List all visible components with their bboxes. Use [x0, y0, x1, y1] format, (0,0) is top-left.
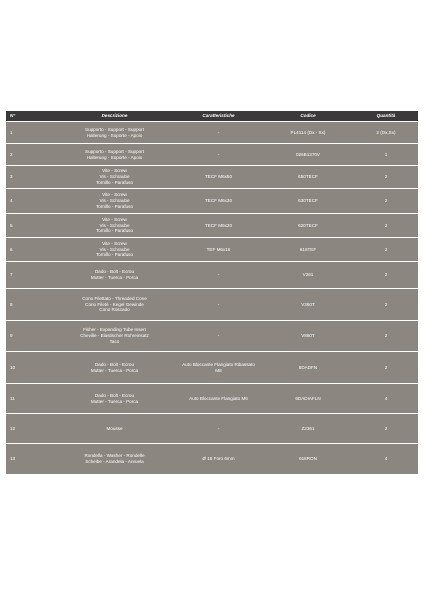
row-characteristics: Auto Bloccante Flangiato M6 — [189, 395, 248, 401]
table-row — [6, 166, 418, 189]
description-line: Vis - Schraube — [99, 246, 130, 252]
description-line: Cheville - Elastischer Rohreinsatz — [80, 333, 149, 339]
row-description — [54, 453, 175, 464]
row-number: 10 — [10, 364, 16, 370]
row-quantity: 4 — [384, 456, 388, 462]
row-number: 5 — [10, 222, 13, 228]
table-body — [6, 122, 418, 475]
row-code: Z2361 — [301, 425, 315, 431]
description-line: Cono Filettato - Threaded Cone — [82, 295, 147, 301]
row-number: 8 — [10, 301, 13, 307]
row-quantity: 2 — [384, 425, 388, 431]
description-line: Vis - Schraube — [99, 174, 130, 180]
row-number: 7 — [10, 272, 13, 278]
description-line: Halterung - Soporte - Apoio — [86, 132, 143, 138]
header-code: Codice — [300, 113, 316, 119]
row-code: 616TEF — [299, 246, 317, 252]
table-row — [6, 189, 418, 214]
row-code: V261 — [302, 272, 314, 278]
description-line: Halterung - Soporte - Apoio — [86, 154, 143, 160]
description-line: Cono Roscado — [99, 307, 130, 313]
header-quantity: Quantità — [376, 113, 396, 119]
row-characteristics: - — [217, 272, 220, 278]
row-description — [54, 168, 175, 185]
row-characteristics: TECF M6x30 — [204, 198, 233, 204]
description-line: Vite - Screw — [102, 168, 127, 174]
row-number: 9 — [10, 333, 13, 339]
row-number: 12 — [10, 425, 16, 431]
table-row — [6, 352, 418, 384]
table-row — [6, 384, 418, 414]
row-description — [54, 362, 175, 373]
description-line: Dado - Bolt - Ecrou — [94, 361, 135, 367]
table-row — [6, 262, 418, 289]
row-code: 630TECF — [298, 198, 318, 204]
description-line: Vite - Screw — [102, 192, 127, 198]
row-characteristics: - — [217, 129, 220, 135]
row-characteristics: - — [217, 425, 220, 431]
row-number: 2 — [10, 151, 13, 157]
row-characteristics: TEF M6x16 — [206, 246, 231, 252]
table-row — [6, 214, 418, 238]
header-description: Descrizione — [101, 113, 128, 119]
row-quantity: 2 — [384, 272, 388, 278]
row-number: 1 — [10, 129, 13, 135]
table-row — [6, 122, 418, 144]
description-line: Vite - Screw — [102, 240, 127, 246]
row-description — [54, 217, 175, 234]
row-code: V360T — [301, 301, 315, 307]
row-characteristics: - — [217, 301, 220, 307]
description-line: Tornillo - Parafuso — [95, 179, 134, 185]
row-quantity: 2 — [384, 174, 388, 180]
row-code: 620TECF — [298, 222, 318, 228]
row-quantity: 2 — [384, 333, 388, 339]
parts-table — [6, 110, 418, 475]
row-code: V860T — [301, 333, 315, 339]
description-line: Taco — [109, 338, 120, 344]
row-code: 6DADIAFLN — [295, 395, 321, 401]
row-number: 4 — [10, 198, 13, 204]
row-characteristics: TECF M6x50 — [204, 174, 233, 180]
row-number: 13 — [10, 456, 16, 462]
description-line: Tornillo - Parafuso — [95, 252, 134, 258]
header-characteristics: Caratteristiche — [202, 113, 235, 119]
row-number: 3 — [10, 174, 13, 180]
row-description — [54, 149, 175, 160]
description-line: Vis - Schraube — [99, 222, 130, 228]
table-row — [6, 289, 418, 321]
row-code: 026B1370V — [295, 151, 320, 157]
row-quantity: 2 (Dx,Sx) — [376, 129, 396, 135]
row-quantity: 2 — [384, 222, 388, 228]
row-description — [54, 393, 175, 404]
table-header-row — [6, 111, 418, 122]
header-number: N° — [10, 113, 16, 119]
table-row — [6, 238, 418, 262]
row-description — [54, 426, 175, 432]
row-description — [54, 241, 175, 258]
row-characteristics: TECF M6x20 — [204, 222, 233, 228]
row-quantity: 4 — [384, 395, 388, 401]
description-line: Dado - Bolt - Ecrou — [94, 269, 135, 275]
row-quantity: 2 — [384, 301, 388, 307]
description-line: Mutter - Tuerca - Porca — [90, 367, 139, 373]
row-description — [54, 192, 175, 209]
row-number: 11 — [10, 395, 15, 401]
description-line: Vite - Screw — [102, 216, 127, 222]
table-row — [6, 444, 418, 475]
row-characteristics: Auto Bloccante Flangiato Ribassato M8 — [182, 361, 255, 373]
row-characteristics: - — [217, 151, 220, 157]
description-line: Tornillo - Parafuso — [95, 203, 134, 209]
row-code: 650TECF — [298, 174, 318, 180]
row-quantity: 1 — [384, 151, 388, 157]
description-line: Supporto - Support - Support — [85, 126, 144, 132]
row-characteristics: Ø 18 Foro 6mm — [202, 456, 235, 462]
row-number: 6 — [10, 246, 13, 252]
description-line: Cono Fileté - Kegel Gewinde — [85, 301, 144, 307]
table-row — [6, 414, 418, 444]
row-description — [54, 269, 175, 280]
description-line: Scheibe - Arandela - Anruela — [85, 459, 144, 464]
description-line: Fisher - Expanding Tube Insert — [83, 327, 146, 333]
row-description — [54, 127, 175, 138]
row-description — [54, 296, 175, 313]
row-code: 618RON — [299, 456, 317, 462]
row-quantity: 2 — [384, 364, 388, 370]
row-characteristics: - — [217, 333, 220, 339]
description-line: Mutter - Tuerca - Porca — [90, 398, 139, 404]
row-quantity: 2 — [384, 246, 388, 252]
description-line: Supporto - Support - Support — [85, 148, 144, 154]
row-description — [54, 327, 175, 344]
table-row — [6, 321, 418, 352]
description-line: Dado - Bolt - Ecrou — [94, 392, 135, 398]
description-line: Mousse — [106, 425, 123, 431]
table-row — [6, 144, 418, 166]
description-line: Mutter - Tuerca - Porca — [90, 275, 139, 280]
description-line: Tornillo - Parafuso — [95, 228, 134, 234]
row-code: PL4114 (Dx - Sx) — [290, 129, 326, 135]
description-line: Rondella - Washer - Rondelle — [84, 453, 145, 459]
row-quantity: 2 — [384, 198, 388, 204]
description-line: Vis - Schraube — [99, 198, 130, 204]
row-code: 8DADFN — [298, 364, 318, 370]
